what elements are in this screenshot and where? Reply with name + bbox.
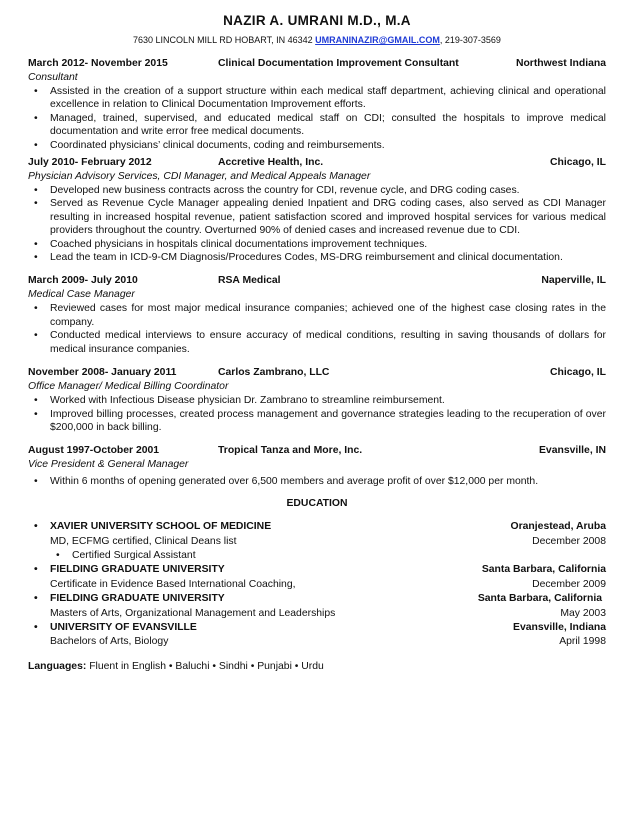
list-item: • Within 6 months of opening generated over 6,500 members and average profit of over $12,000 per month. bbox=[34, 476, 539, 488]
degree: Certificate in Evidence Based International Coaching, bbox=[50, 578, 296, 590]
bullet-icon: • bbox=[34, 112, 38, 124]
degree-date: May 2003 bbox=[560, 607, 606, 619]
bullet-icon: • bbox=[34, 564, 38, 576]
list-item: • Coordinated physicians’ clinical documents, coding and reimbursements. bbox=[34, 139, 385, 151]
list-item: • Worked with Infectious Disease physician Dr. Zambrano to streamline reimbursement. bbox=[34, 395, 445, 407]
list-item: • Lead the team in ICD-9-CM Diagnosis/Procedures Codes, MS-DRG reimbursement and clinical documentation. bbox=[34, 252, 563, 264]
degree-date: December 2009 bbox=[532, 578, 606, 590]
school-name: UNIVERSITY OF EVANSVILLE bbox=[50, 621, 197, 633]
list-item: • Coached physicians in hospitals clinical documentations improvement techniques. bbox=[34, 238, 428, 250]
bullet-icon: • bbox=[34, 303, 38, 315]
bullet-icon: • bbox=[34, 521, 38, 533]
list-item: • Reviewed cases for most major medical insurance companies; achieved one of the highest case closing rates in the company. bbox=[34, 303, 606, 328]
bullet-icon: • bbox=[34, 86, 38, 97]
school-location: Santa Barbara, California bbox=[481, 564, 606, 576]
list-item: • Conducted medical interviews to ensure accuracy of medical conditions, resulting in saving thousands of dollars for medical insurance companies. bbox=[34, 330, 606, 355]
job-dates: August 1997-October 2001 bbox=[28, 445, 160, 457]
job-header bbox=[28, 274, 606, 288]
job-role: Medical Case Manager bbox=[28, 289, 135, 301]
list-item: • Managed, trained, supervised, and educated medical staff on CDI; consulted the hospitals to improve medical documentation and write error free medical documents. bbox=[34, 112, 606, 138]
job-company: Tropical Tanza and More, Inc. bbox=[218, 445, 363, 457]
languages-value: Fluent in English • Baluchi • Sindhi • Punjabi • Urdu bbox=[86, 660, 324, 672]
job-company: Accretive Health, Inc. bbox=[218, 157, 324, 169]
bullet-icon: • bbox=[34, 395, 38, 407]
education-entry-2 bbox=[28, 563, 606, 592]
bullet-icon: • bbox=[56, 549, 60, 561]
bullet-icon: • bbox=[34, 621, 38, 633]
job-bullets bbox=[28, 302, 606, 356]
job-location: Northwest Indiana bbox=[515, 58, 606, 69]
bullet-icon: • bbox=[34, 238, 38, 250]
education-entry-3 bbox=[28, 592, 606, 621]
bullet-icon: • bbox=[34, 476, 38, 488]
job-entry-5 bbox=[28, 444, 606, 488]
job-role: Consultant bbox=[28, 72, 78, 83]
job-header bbox=[28, 156, 606, 170]
job-location: Chicago, IL bbox=[550, 157, 606, 169]
job-location: Naperville, IL bbox=[541, 275, 606, 287]
school-location: Santa Barbara, California bbox=[477, 593, 602, 605]
job-entry-2 bbox=[28, 156, 606, 264]
job-header bbox=[28, 57, 606, 71]
education-heading: EDUCATION bbox=[286, 497, 348, 509]
list-item: • Improved billing processes, created process management and governance strategies leading to the recuperation of over $200,000 in back billing. bbox=[34, 408, 606, 433]
job-header bbox=[28, 366, 606, 380]
candidate-name: NAZIR A. UMRANI M.D., M.A bbox=[223, 13, 411, 28]
email-link[interactable]: UMRANINAZIR@GMAIL.COM bbox=[315, 35, 440, 45]
job-entry-3 bbox=[28, 274, 606, 356]
job-role: Office Manager/ Medical Billing Coordinator bbox=[28, 381, 229, 393]
job-entry-4 bbox=[28, 366, 606, 434]
school-name: XAVIER UNIVERSITY SCHOOL OF MEDICINE bbox=[50, 521, 272, 533]
list-item: • Served as Revenue Cycle Manager appealing denied Inpatient and DRG coding cases, also served as CDI Manager resulting in increased hospital revenue, patient satisfaction scored and improved hospital services for various medical providers throughout the country. Overturned 90% of denied cases and increased revenue due to CDI. bbox=[34, 198, 606, 237]
list-item: • Assisted in the creation of a support structure within each medical staff department, achieving clinical and operational excellence in relation to Clinical Documentation Improvement efforts. bbox=[34, 86, 606, 111]
resume-page bbox=[28, 12, 606, 673]
list-item: • Developed new business contracts across the country for CDI, revenue cycle, and DRG coding cases. bbox=[34, 185, 520, 197]
degree-date: December 2008 bbox=[532, 535, 606, 547]
job-location: Evansville, IN bbox=[539, 445, 606, 457]
bullet-icon: • bbox=[34, 139, 38, 151]
job-dates: March 2009- July 2010 bbox=[28, 275, 138, 287]
job-bullets bbox=[28, 85, 606, 152]
address: 7630 LINCOLN MILL RD HOBART, IN 46342 bbox=[133, 35, 313, 45]
bullet-icon: • bbox=[34, 198, 38, 210]
school-location: Oranjestead, Aruba bbox=[510, 521, 606, 533]
job-bullets bbox=[28, 394, 606, 434]
school-location: Evansville, Indiana bbox=[513, 621, 606, 633]
degree: MD, ECFMG certified, Clinical Deans list bbox=[50, 535, 237, 547]
bullet-icon: • bbox=[34, 252, 38, 264]
job-bullets bbox=[28, 475, 606, 488]
bullet-icon: • bbox=[34, 185, 38, 197]
job-company: Carlos Zambrano, LLC bbox=[218, 367, 330, 379]
contact-line bbox=[28, 33, 606, 47]
education-entry-4 bbox=[28, 621, 606, 650]
job-location: Chicago, IL bbox=[550, 367, 606, 379]
job-role: Physician Advisory Services, CDI Manager, and Medical Appeals Manager bbox=[28, 171, 371, 183]
phone: , 219-307-3569 bbox=[439, 35, 501, 45]
job-company: RSA Medical bbox=[218, 275, 281, 287]
languages-label: Languages: bbox=[28, 660, 87, 672]
bullet-icon: • bbox=[34, 593, 38, 605]
job-company: Clinical Documentation Improvement Consultant bbox=[218, 58, 459, 69]
bullet-icon: • bbox=[34, 330, 38, 342]
bullet-icon: • bbox=[34, 408, 38, 420]
degree: Bachelors of Arts, Biology bbox=[50, 636, 169, 648]
certification: Certified Surgical Assistant bbox=[72, 549, 196, 561]
job-dates: March 2012- November 2015 bbox=[28, 58, 168, 69]
job-dates: July 2010- February 2012 bbox=[28, 157, 152, 169]
job-bullets bbox=[28, 184, 606, 264]
job-header bbox=[28, 444, 606, 458]
degree: Masters of Arts, Organizational Management and Leaderships bbox=[50, 607, 336, 619]
school-name: FIELDING GRADUATE UNIVERSITY bbox=[50, 564, 225, 576]
languages-line bbox=[28, 660, 606, 673]
school-name: FIELDING GRADUATE UNIVERSITY bbox=[50, 593, 225, 605]
education-entry-1 bbox=[28, 520, 606, 563]
job-dates: November 2008- January 2011 bbox=[28, 367, 177, 379]
degree-date: April 1998 bbox=[559, 636, 606, 648]
job-role: Vice President & General Manager bbox=[28, 459, 189, 471]
job-entry-1 bbox=[28, 57, 606, 152]
